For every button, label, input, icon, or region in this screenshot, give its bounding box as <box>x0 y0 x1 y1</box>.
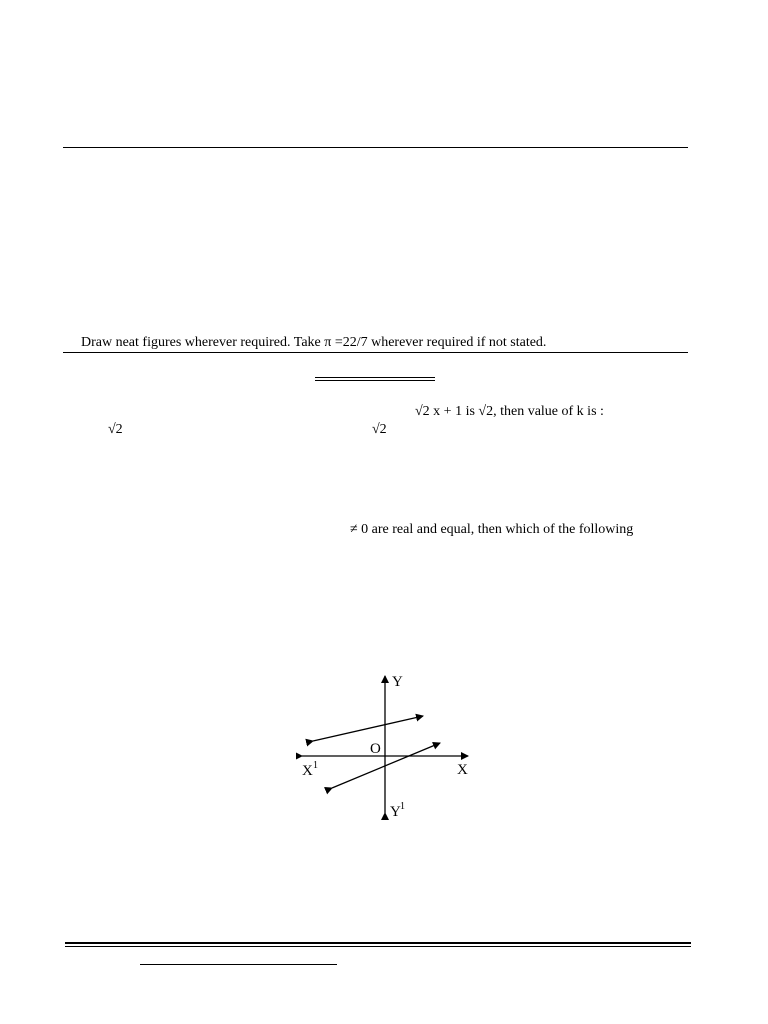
lower-line <box>332 743 440 788</box>
label-x-prime: X <box>302 763 313 779</box>
footer-rule-bottom <box>65 946 691 947</box>
header-rule <box>63 147 688 148</box>
label-x: X <box>457 762 468 778</box>
label-o: O <box>370 741 381 757</box>
coordinate-figure <box>296 668 476 824</box>
instructions-rule <box>63 352 688 353</box>
footer-rule-top <box>65 942 691 944</box>
label-y: Y <box>392 674 403 690</box>
upper-line <box>313 716 423 741</box>
footnote-rule <box>140 964 337 965</box>
label-y-prime-sup: 1 <box>400 801 405 812</box>
option-c-root: √2 <box>372 422 387 437</box>
general-instructions: Draw neat figures wherever required. Take π =22/7 wherever required if not stated. <box>81 335 547 350</box>
option-a-root: √2 <box>108 422 123 437</box>
label-y-prime: Y <box>390 804 401 820</box>
section-heading-underline-top <box>315 377 435 378</box>
question-zero-of-polynomial: √2 x + 1 is √2, then value of k is : <box>415 404 604 419</box>
label-x-prime-sup: 1 <box>313 760 318 771</box>
question-equal-roots: ≠ 0 are real and equal, then which of the following <box>350 522 634 537</box>
section-heading-underline-bottom <box>315 380 435 381</box>
